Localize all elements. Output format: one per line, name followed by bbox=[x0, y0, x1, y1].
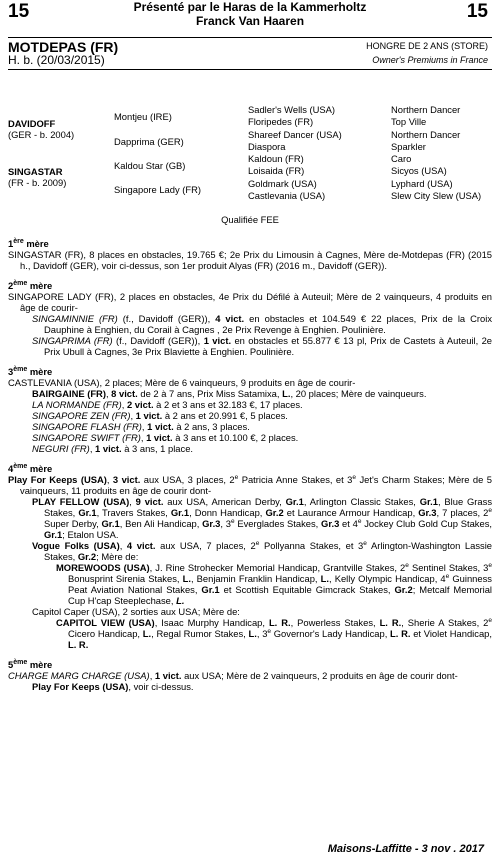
pedigree-paragraph: LA NORMANDE (FR), 2 vict. à 2 et 3 ans et 32.183 €, 17 places. bbox=[32, 399, 303, 410]
pedigree-paragraph: CASTLEVANIA (USA), 2 places; Mère de 6 vainqueurs, 9 produits en âge de courir- bbox=[8, 377, 356, 388]
pedigree-paragraph: NEGURI (FR), 1 vict. à 3 ans, 1 place. bbox=[32, 443, 194, 454]
dam-sire: Kaldou Star (GB) bbox=[114, 160, 186, 171]
section-heading: 5ème mère bbox=[8, 658, 53, 670]
pedigree-paragraph: SINGAPORE ZEN (FR), 1 vict. à 2 ans et 20.991 €, 5 places. bbox=[32, 410, 288, 421]
pedigree-paragraph: CAPITOL VIEW (USA), Isaac Murphy Handicap, L. R., Powerless Stakes, L. R., Sherie A Stakes, 2e Cicero Handicap, L., Regal Rumor Stakes, L., 3e Governor's Lady Handicap, L. R. et Violet Handicap, L. R. bbox=[56, 616, 493, 650]
dam-name: SINGASTAR bbox=[8, 166, 63, 177]
gen3-8: Castlevania (USA) bbox=[248, 190, 326, 201]
sire-detail: (GER - b. 2004) bbox=[8, 129, 75, 140]
pedigree-paragraph: Capitol Caper (USA), 2 sorties aux USA; Mère de: bbox=[32, 606, 240, 617]
gen4-6: Sicyos (USA) bbox=[391, 165, 447, 176]
pedigree-paragraph: BAIRGAINE (FR), 8 vict. de 2 à 7 ans, Prix Miss Satamixa, L., 20 places; Mère de vainqueurs. bbox=[32, 388, 427, 399]
gen4-4: Sparkler bbox=[391, 141, 426, 152]
gen3-5: Kaldoun (FR) bbox=[248, 153, 304, 164]
pedigree-paragraph: Vogue Folks (USA), 4 vict. aux USA, 7 places, 2e Pollyanna Stakes, et 3e Arlington-Washington Lassie Stakes, Gr.2; Mère de: bbox=[32, 539, 492, 562]
section-heading: 3ème mère bbox=[8, 365, 53, 377]
title-rule bbox=[8, 69, 492, 70]
presenter-line-2: Franck Van Haaren bbox=[195, 14, 305, 28]
presenter-line-1: Présenté par le Haras de la Kammerholtz bbox=[133, 0, 367, 14]
pedigree-paragraph: SINGAMINNIE (FR) (f., Davidoff (GER)), 4 vict. en obstacles et 104.549 € 22 places, Prix de la Croix Dauphine à Enghien, du Corail à Cagnes , 2e Prix Revenge à Enghien. Poulinière. bbox=[32, 313, 493, 335]
horse-type: HONGRE DE 2 ANS (STORE) bbox=[366, 41, 488, 51]
pedigree-paragraph: Play For Keeps (USA), voir ci-dessus. bbox=[32, 681, 194, 692]
gen3-7: Goldmark (USA) bbox=[248, 178, 317, 189]
gen4-5: Caro bbox=[391, 153, 412, 164]
pedigree-paragraph: SINGAPORE FLASH (FR), 1 vict. à 2 ans, 3 places. bbox=[32, 421, 250, 432]
female-line bbox=[8, 238, 492, 692]
sale-footer: Maisons-Laffitte - 3 nov . 2017 bbox=[327, 843, 484, 855]
gen4-1: Northern Dancer bbox=[391, 104, 461, 115]
horse-name: MOTDEPAS (FR) bbox=[8, 39, 119, 55]
grandam: Dapprima (GER) bbox=[114, 136, 184, 147]
section-heading: 4ème mère bbox=[8, 462, 53, 474]
gen4-3: Northern Dancer bbox=[391, 129, 461, 140]
gen3-2: Floripedes (FR) bbox=[248, 116, 314, 127]
horse-description: H. b. (20/03/2015) bbox=[8, 53, 105, 67]
pedigree-paragraph: SINGAPORE LADY (FR), 2 places en obstacles, 4e Prix du Défilé à Auteuil; Mère de 2 vainqueurs, 4 produits en âge de courir- bbox=[8, 291, 492, 313]
catalogue-header bbox=[0, 0, 500, 36]
gen3-4: Diaspora bbox=[248, 141, 286, 152]
pedigree-paragraph: Play For Keeps (USA), 3 vict. aux USA, 3 places, 2e Patricia Anne Stakes, et 3e Jet's Charm Stakes; Mère de 5 vainqueurs, 11 produits en âge de courir dont- bbox=[8, 473, 493, 496]
qualification: Qualifiée FEE bbox=[221, 214, 279, 225]
presenter bbox=[0, 0, 500, 28]
header-rule bbox=[8, 37, 492, 38]
pedigree-paragraph: SINGASTAR (FR), 8 places en obstacles, 19.765 €; 2e Prix du Limousin à Cagnes, Mère de-Motdepas (FR) (2015 h., Davidoff (GER), voir ci-dessus, son 1er produit Alyas (FR) (2016 m., Davidoff (GER)). bbox=[8, 249, 492, 271]
section-heading: 1ère mère bbox=[8, 237, 49, 249]
pedigree-dam bbox=[8, 166, 66, 188]
lot-number-left: 15 bbox=[8, 1, 30, 22]
owner-premiums-note: Owner's Premiums in France bbox=[372, 55, 488, 65]
pedigree-paragraph: PLAY FELLOW (USA), 9 vict. aux USA, American Derby, Gr.1, Arlington Classic Stakes, Gr.1, Blue Grass Stakes, Gr.1, Travers Stakes, Gr.1, Donn Handicap, Gr.2 et Laurance Armour Handicap, Gr.3, 7 places, 2e Super Derby, Gr.1, Ben Ali Handicap, Gr.3, 3e Everglades Stakes, Gr.3 et 4e Jockey Club Gold Cup Stakes, Gr.1; Etalon USA. bbox=[32, 496, 493, 540]
pedigree-paragraph: SINGAPRIMA (FR) (f., Davidoff (GER)), 1 vict. en obstacles et 55.877 € 13 pl, Prix de Castets à Auteuil, 2e Prix Ubull à Cagnes, 3e Prix Blaviette à Enghien. Poulinière. bbox=[32, 335, 492, 357]
gen4-7: Lyphard (USA) bbox=[391, 178, 453, 189]
pedigree-paragraph: CHARGE MARG CHARGE (USA), 1 vict. aux USA; Mère de 2 vainqueurs, 2 produits en âge de courir dont- bbox=[8, 670, 458, 681]
pedigree-sire bbox=[8, 118, 74, 140]
pedigree-paragraph: SINGAPORE SWIFT (FR), 1 vict. à 3 ans et 10.100 €, 2 places. bbox=[32, 432, 299, 443]
gen3-3: Shareef Dancer (USA) bbox=[248, 129, 342, 140]
gen4-8: Slew City Slew (USA) bbox=[391, 190, 482, 201]
gen4-2: Top Ville bbox=[391, 116, 427, 127]
second-dam: Singapore Lady (FR) bbox=[114, 184, 202, 195]
gen3-6: Loisaida (FR) bbox=[248, 165, 305, 176]
section-heading: 2ème mère bbox=[8, 279, 53, 291]
dam-detail: (FR - b. 2009) bbox=[8, 177, 67, 188]
lot-number-right: 15 bbox=[466, 1, 488, 22]
pedigree-paragraph: MOREWOODS (USA), J. Rine Strohecker Memorial Handicap, Grantville Stakes, 2e Sentinel Stakes, 3e Bonusprint Sirenia Stakes, L., Benjamin Franklin Handicap, L., Kelly Olympic Handicap, 4e Guinness Peat Aviation National Stakes, Gr.1 et Scottish Equitable Gimcrack Stakes, Gr.2; Metcalf Memorial Cup H'cap Steeplechase, L. bbox=[56, 561, 492, 606]
grandsire: Montjeu (IRE) bbox=[114, 111, 172, 122]
sire-name: DAVIDOFF bbox=[8, 118, 56, 129]
gen3-1: Sadler's Wells (USA) bbox=[248, 104, 336, 115]
